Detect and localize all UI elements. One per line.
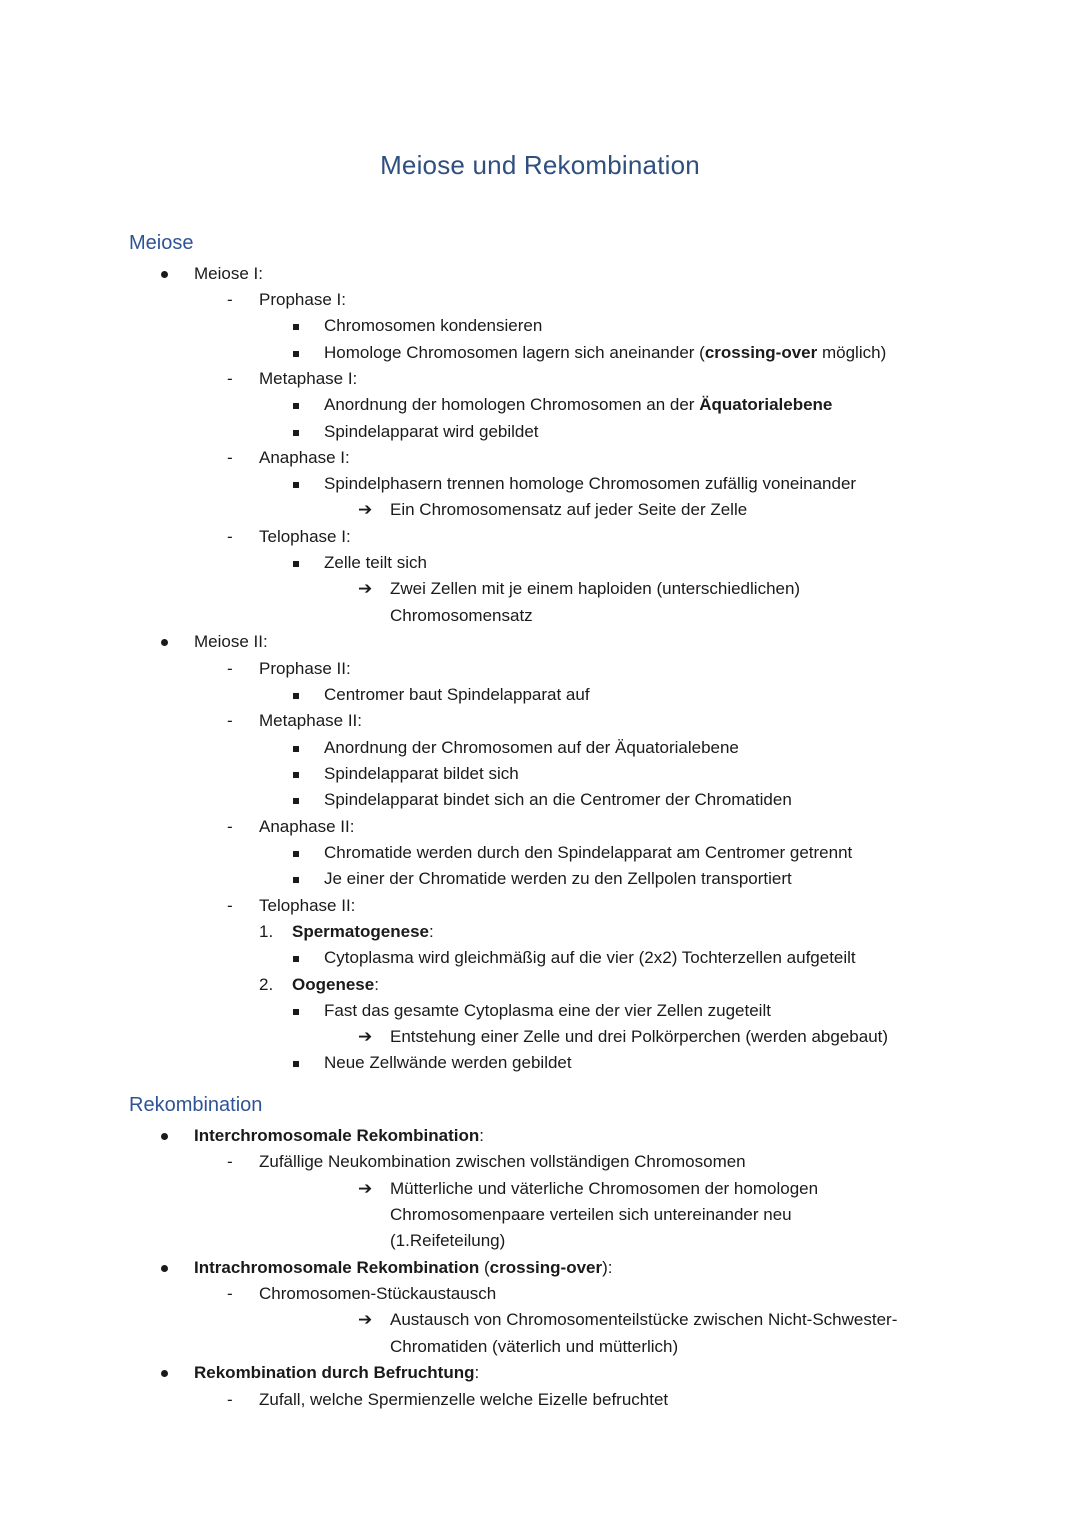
bullet-icon: [161, 1133, 168, 1140]
square-bullet-icon: [293, 561, 299, 567]
square-bullet-icon: [293, 430, 299, 436]
square-bullet-icon: [293, 1061, 299, 1067]
dash-icon: -: [227, 1152, 233, 1171]
list-number: 2.: [259, 975, 274, 994]
arrow-right-icon: ➔: [358, 1179, 373, 1198]
page-title: Meiose und Rekombination: [380, 150, 700, 180]
square-bullet-icon: [293, 877, 299, 883]
bullet-icon: [161, 1370, 168, 1377]
dash-icon: -: [227, 448, 233, 467]
list-number: 1.: [259, 922, 274, 941]
arrow-right-icon: ➔: [358, 500, 373, 519]
square-bullet-icon: [293, 482, 299, 488]
dash-icon: -: [227, 527, 233, 546]
dash-icon: -: [227, 369, 233, 388]
arrow-right-icon: ➔: [358, 1310, 373, 1329]
bullet-icon: [161, 1265, 168, 1272]
arrow-right-icon: ➔: [358, 579, 373, 598]
dash-icon: -: [227, 1390, 233, 1409]
dash-icon: -: [227, 817, 233, 836]
square-bullet-icon: [293, 798, 299, 804]
square-bullet-icon: [293, 403, 299, 409]
dash-icon: -: [227, 1284, 233, 1303]
bullet-icon: [161, 271, 168, 278]
dash-icon: -: [227, 290, 233, 309]
square-bullet-icon: [293, 351, 299, 357]
square-bullet-icon: [293, 956, 299, 962]
square-bullet-icon: [293, 746, 299, 752]
bullet-icon: [161, 639, 168, 646]
square-bullet-icon: [293, 693, 299, 699]
section-heading-rekombination: Rekombination: [129, 1094, 263, 1116]
dash-icon: -: [227, 659, 233, 678]
arrow-right-icon: ➔: [358, 1027, 373, 1046]
square-bullet-icon: [293, 1009, 299, 1015]
square-bullet-icon: [293, 851, 299, 857]
square-bullet-icon: [293, 772, 299, 778]
dash-icon: -: [227, 896, 233, 915]
dash-icon: -: [227, 711, 233, 730]
section-heading-meiose: Meiose: [129, 232, 194, 254]
square-bullet-icon: [293, 324, 299, 330]
